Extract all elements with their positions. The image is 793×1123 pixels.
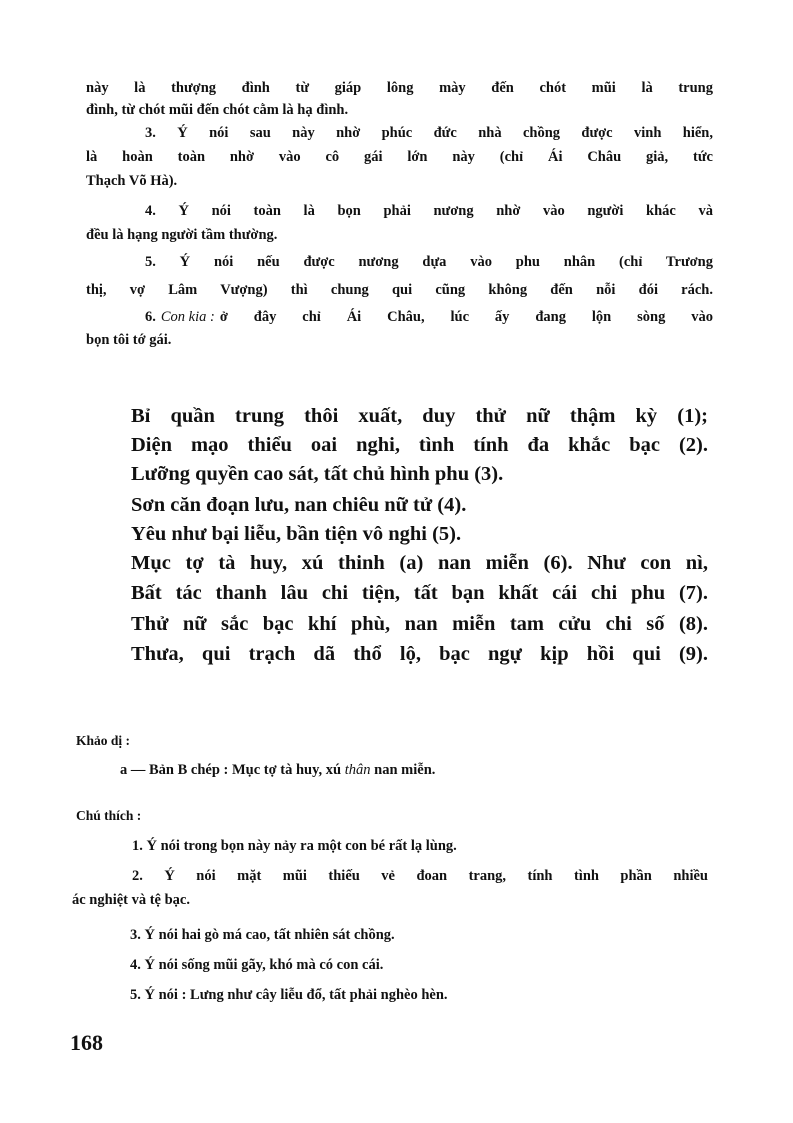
note-3: 3. Ý nói sau này nhờ phúc đức nhà chồng được vinh hiển,	[145, 125, 713, 141]
footnote-2: ác nghiệt và tệ bạc.	[72, 892, 190, 908]
verse-line: Thử nữ sắc bạc khí phù, nan miễn tam cửu chi số (8).	[131, 613, 708, 635]
variant-text: a — Bản B chép : Mục tợ tà huy, xú	[120, 762, 342, 778]
note-number: 6.	[145, 309, 156, 325]
note-text: ở đây chỉ Ái Châu, lúc ấy đang lộn sòng vào	[219, 309, 713, 325]
footnote-4: 4. Ý nói sống mũi gãy, khó mà có con cái.	[130, 957, 384, 973]
verse-line: Diện mạo thiểu oai nghi, tình tính đa khắc bạc (2).	[131, 434, 708, 456]
verse-line: Bỉ quần trung thôi xuất, duy thử nữ thậm kỳ (1);	[131, 405, 708, 427]
note-3: là hoàn toàn nhờ vào cô gái lớn này (chỉ Ái Châu giả, tức	[86, 149, 713, 165]
note-3: Thạch Võ Hà).	[86, 173, 178, 189]
footnotes-heading: Chú thích :	[76, 808, 142, 823]
variants-heading: Khảo dị :	[76, 733, 131, 748]
note-5: thị, vợ Lâm Vượng) thì chung qui cũng không đến nỗi đói rách.	[86, 282, 713, 298]
variant-a	[120, 761, 435, 779]
note-term: Con kia :	[160, 309, 215, 325]
verse-line: Thưa, qui trạch dã thổ lộ, bạc ngự kịp hồi qui (9).	[131, 643, 708, 665]
note-6	[145, 308, 713, 326]
footnote-3: 3. Ý nói hai gò má cao, tất nhiên sát chồng.	[130, 927, 395, 943]
footnote-5: 5. Ý nói : Lưng như cây liễu đổ, tất phải nghèo hèn.	[130, 987, 448, 1003]
note-6: bọn tôi tớ gái.	[86, 332, 172, 348]
footnote-1: 1. Ý nói trong bọn này nảy ra một con bé rất lạ lùng.	[132, 838, 457, 854]
note-continuation-line: này là thượng đình từ giáp lông mày đến chót mũi là trung	[86, 80, 713, 96]
note-4: đều là hạng người tầm thường.	[86, 227, 278, 243]
verse-line: Mục tợ tà huy, xú thinh (a) nan miễn (6). Như con nì,	[131, 552, 708, 574]
footnote-2: 2. Ý nói mặt mũi thiếu vẻ đoan trang, tính tình phần nhiều	[132, 868, 708, 884]
note-4: 4. Ý nói toàn là bọn phải nương nhờ vào người khác và	[145, 203, 713, 219]
variant-text: nan miễn.	[374, 762, 436, 778]
note-continuation-line: đình, từ chót mũi đến chót cằm là hạ đình.	[86, 102, 349, 118]
verse-line: Bất tác thanh lâu chi tiện, tất bạn khất cái chi phu (7).	[131, 582, 708, 604]
variant-italic: thân	[344, 762, 371, 778]
verse-line: Lưỡng quyền cao sát, tất chủ hình phu (3).	[131, 463, 504, 485]
verse-line: Sơn căn đoạn lưu, nan chiêu nữ tử (4).	[131, 494, 467, 516]
note-5: 5. Ý nói nếu được nương dựa vào phu nhân (chỉ Trương	[145, 254, 713, 270]
page-number: 168	[70, 1030, 103, 1055]
verse-line: Yêu như bại liễu, bần tiện vô nghi (5).	[131, 523, 462, 545]
